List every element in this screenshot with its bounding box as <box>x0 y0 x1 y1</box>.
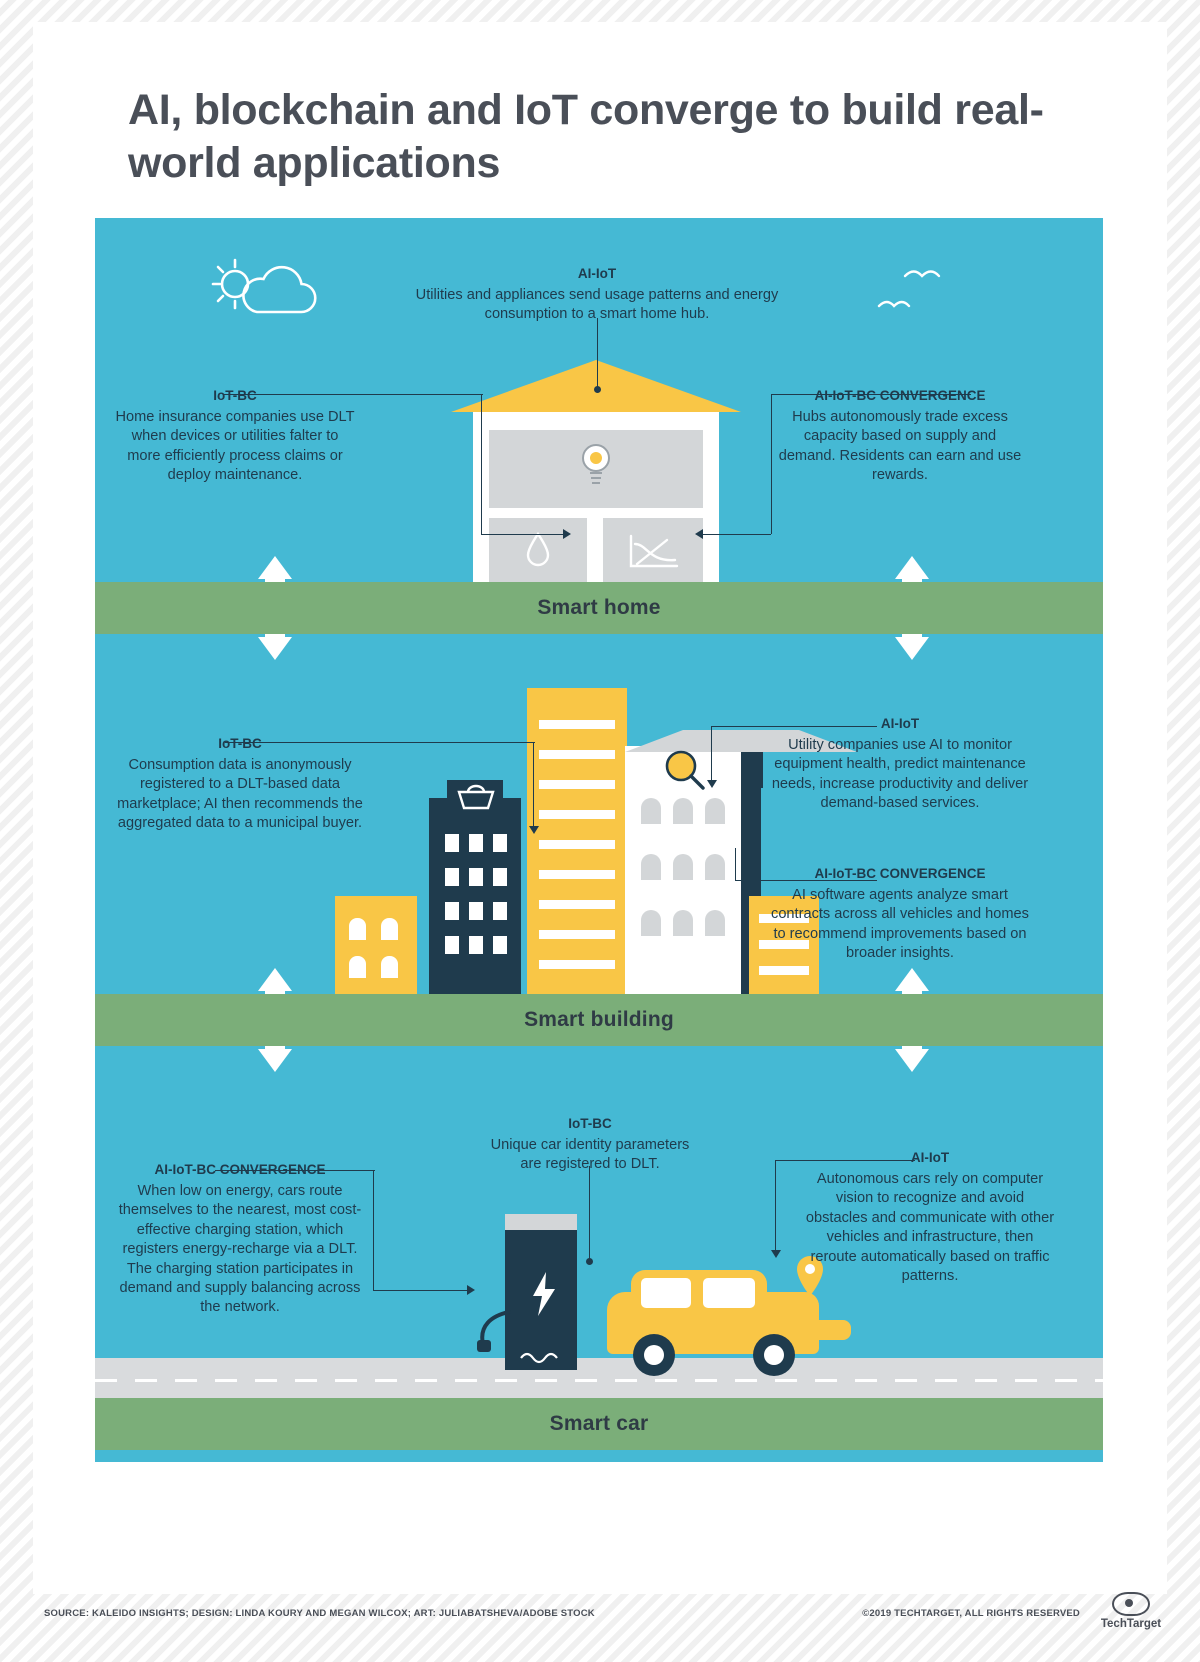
connector-arrow-building-right-top <box>707 780 717 788</box>
band-smart-building <box>95 994 1103 1046</box>
callout-car-right <box>805 1150 1055 1286</box>
callout-building-right-bottom <box>771 866 1029 964</box>
callout-building-right-top-body: Utility companies use AI to monitor equipment health, predict maintenance needs, increase productivity and deliver demand-based services. <box>771 737 1029 812</box>
connector-car-right-v <box>775 1160 776 1252</box>
callout-car-right-body: Autonomous cars rely on computer vision to recognize and avoid obstacles and communicate with other vehicles and infrastructure, then reroute automatically based on traffic patterns. <box>805 1171 1055 1285</box>
connector-home-top <box>597 318 598 390</box>
callout-car-right-title: AI-IoT <box>910 1150 950 1165</box>
band-smart-car <box>95 1398 1103 1450</box>
building-navy <box>429 798 521 994</box>
callout-car-top-title: IoT-BC <box>568 1116 612 1131</box>
connector-arrow-building-left <box>529 826 539 834</box>
callout-building-right-top <box>771 716 1029 814</box>
callout-car-left-title: AI-IoT-BC CONVERGENCE <box>154 1162 326 1177</box>
callout-car-top-body: Unique car identity parameters are registered to DLT. <box>490 1137 690 1173</box>
connector-car-top-v <box>589 1166 590 1262</box>
callout-car-left <box>115 1162 365 1318</box>
callout-home-top-title: AI-IoT <box>577 266 617 281</box>
callout-home-right <box>775 388 1025 486</box>
water-drop-icon <box>525 532 551 568</box>
road <box>95 1358 1103 1398</box>
callout-home-left-title: IoT-BC <box>213 388 257 403</box>
connector-arrow-home-left <box>563 529 571 539</box>
car-window-front <box>641 1278 691 1308</box>
callout-home-right-body: Hubs autonomously trade excess capacity based on supply and demand. Residents can earn and use rewards. <box>778 409 1022 484</box>
connector-building-left-v <box>533 742 534 828</box>
connector-dot-car-top <box>586 1258 593 1265</box>
footer-source: SOURCE: KALEIDO INSIGHTS; DESIGN: LINDA KOURY AND MEGAN WILCOX; ART: JULIABATSHEVA/ADOBE STOCK <box>44 1608 595 1619</box>
callout-home-left-body: Home insurance companies use DLT when devices or utilities falter to more efficiently process claims or deploy maintenance. <box>115 409 355 484</box>
callout-building-left <box>115 736 365 834</box>
magnifier-icon <box>657 746 709 790</box>
callout-home-top <box>377 266 817 325</box>
building-yellow-small <box>335 896 417 994</box>
connector-arrow-home-right <box>695 529 703 539</box>
connector-home-left-h2 <box>481 534 565 535</box>
callout-home-left <box>115 388 355 486</box>
callout-car-top <box>487 1116 693 1175</box>
charging-station <box>505 1230 577 1370</box>
lightbulb-icon <box>577 440 615 484</box>
sun-cloud-icon <box>205 258 345 328</box>
birds-icon <box>875 262 965 318</box>
callout-building-left-title: IoT-BC <box>218 736 262 751</box>
charger-wave-icon <box>519 1348 563 1364</box>
eye-icon <box>1112 1592 1150 1616</box>
footer-copyright: ©2019 TECHTARGET, ALL RIGHTS RESERVED <box>862 1608 1080 1619</box>
band-smart-building-label: Smart building <box>524 1008 674 1031</box>
lightning-bolt-icon <box>533 1272 555 1316</box>
band-smart-car-label: Smart car <box>549 1412 649 1435</box>
band-smart-home-label: Smart home <box>537 596 661 619</box>
car-window-rear <box>703 1278 755 1308</box>
charging-cable <box>477 1310 511 1354</box>
callout-home-right-title: AI-IoT-BC CONVERGENCE <box>814 388 986 403</box>
techtarget-logo <box>1092 1592 1170 1630</box>
connector-car-left-h2 <box>373 1290 469 1291</box>
callout-home-top-body: Utilities and appliances send usage patterns and energy consumption to a smart home hub. <box>415 287 779 323</box>
smart-building-illustration <box>335 688 805 994</box>
callout-building-right-bottom-body: AI software agents analyze smart contracts across all vehicles and homes to recommend improvements based on broader insights. <box>771 887 1029 962</box>
connector-home-left-v <box>481 394 482 534</box>
smart-home-illustration <box>451 360 741 600</box>
callout-building-right-top-title: AI-IoT <box>880 716 920 731</box>
connector-building-right-top-v <box>711 726 712 782</box>
charging-station-top <box>505 1214 577 1230</box>
page-title: AI, blockchain and IoT converge to build real-world applications <box>128 86 1044 188</box>
callout-car-left-body: When low on energy, cars route themselves to the nearest, most cost-effective charging station, which registers energy-recharge via a DLT. The charging station participates in demand and supply balancing across the network. <box>118 1183 362 1316</box>
connector-arrow-car-left <box>467 1285 475 1295</box>
connector-home-right-v <box>771 394 772 534</box>
building-navy-step <box>739 748 763 788</box>
energy-graph-icon <box>627 534 681 570</box>
connector-home-right-h2 <box>701 534 771 535</box>
connector-car-left-v <box>373 1170 374 1290</box>
callout-building-left-body: Consumption data is anonymously registered to a DLT-based data marketplace; AI then recommends the aggregated data to a municipal buyer. <box>117 757 363 832</box>
band-smart-home <box>95 582 1103 634</box>
techtarget-wordmark: TechTarget <box>1100 1618 1162 1630</box>
infographic-board <box>95 218 1103 1462</box>
car-wheel-rear <box>753 1334 795 1376</box>
callout-building-right-bottom-title: AI-IoT-BC CONVERGENCE <box>814 866 986 881</box>
road-dashes <box>95 1379 1103 1382</box>
car-hood <box>805 1320 851 1340</box>
connector-dot-home-top <box>594 386 601 393</box>
connector-building-right-bottom-v <box>735 848 736 880</box>
connector-arrow-car-right <box>771 1250 781 1258</box>
poster-sheet <box>33 22 1167 1594</box>
shopping-basket-icon <box>455 784 497 810</box>
car-wheel-front <box>633 1334 675 1376</box>
